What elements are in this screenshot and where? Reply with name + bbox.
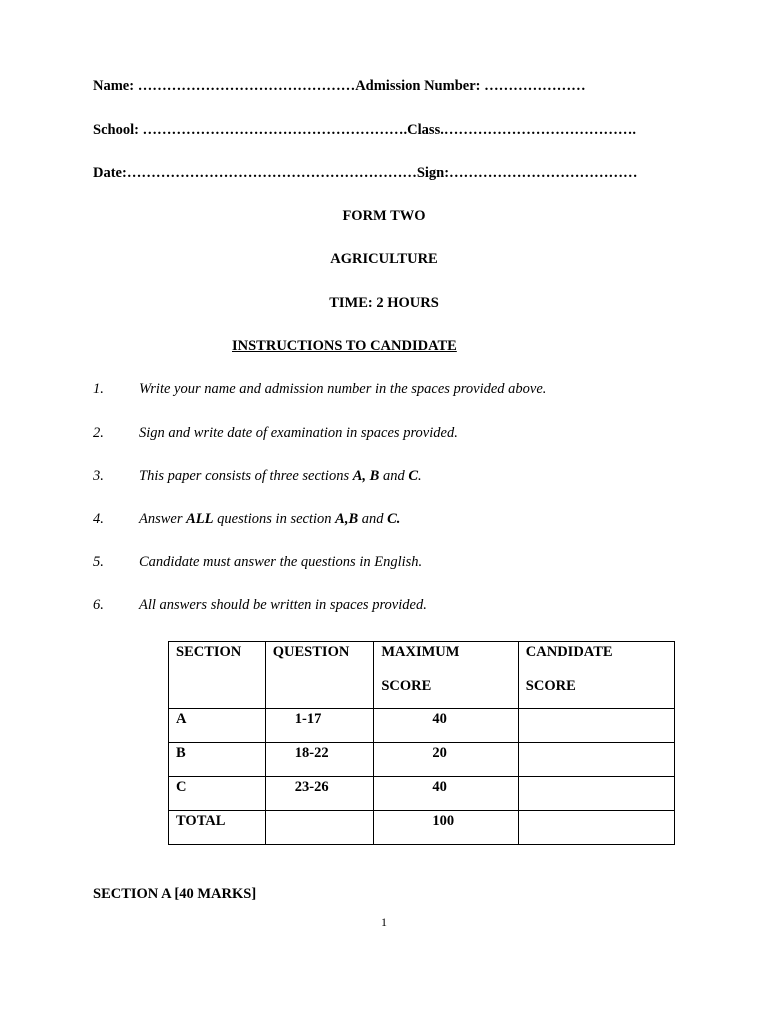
instruction-emphasis: ALL <box>186 511 214 527</box>
max-score-cell: 100 <box>374 811 518 845</box>
school-class-line: School: ……………………………………………….Class.…………………………………. <box>93 122 636 138</box>
candidate-score-cell <box>518 743 674 777</box>
max-score-cell: 20 <box>374 743 518 777</box>
score-table <box>168 641 675 845</box>
instruction-text: questions in section <box>213 511 336 527</box>
score-table-header-cell <box>265 642 374 709</box>
table-row <box>169 777 675 811</box>
instruction-item <box>93 511 400 528</box>
candidate-score-cell <box>518 777 674 811</box>
section-cell: B <box>169 743 266 777</box>
section-cell: A <box>169 709 266 743</box>
header-line-1: CANDIDATE <box>525 644 613 660</box>
question-cell: 18-22 <box>265 743 374 777</box>
score-table-header-row <box>169 642 675 709</box>
instruction-text: Answer <box>139 511 187 527</box>
header-line-1: MAXIMUM <box>381 644 460 660</box>
instruction-number: 1. <box>93 381 104 397</box>
header-line-1: QUESTION <box>272 644 350 660</box>
instruction-item <box>93 554 422 571</box>
instruction-emphasis: C. <box>387 511 401 527</box>
score-table-header-cell <box>169 642 266 709</box>
page-number: 1 <box>381 915 387 929</box>
instruction-text: All answers should be written in spaces provided. <box>139 597 427 613</box>
section-cell: TOTAL <box>169 811 266 845</box>
instruction-number: 5. <box>93 554 104 570</box>
table-row <box>169 743 675 777</box>
instruction-text: and <box>358 511 388 527</box>
instruction-text: Write your name and admission number in the spaces provided above. <box>139 381 547 397</box>
header-line-1: SECTION <box>176 644 242 660</box>
candidate-score-cell <box>518 811 674 845</box>
instruction-item <box>93 597 427 614</box>
question-cell: 23-26 <box>265 777 374 811</box>
candidate-score-cell <box>518 709 674 743</box>
time-title: TIME: 2 HOURS <box>329 295 439 311</box>
table-row <box>169 811 675 845</box>
instruction-number: 6. <box>93 597 104 613</box>
instruction-text: and <box>379 468 409 484</box>
section-cell: C <box>169 777 266 811</box>
instruction-emphasis: A,B <box>335 511 359 527</box>
instruction-text: Sign and write date of examination in spaces provided. <box>139 425 458 441</box>
instruction-emphasis: C <box>408 468 418 484</box>
subject-title: AGRICULTURE <box>330 251 438 267</box>
max-score-cell: 40 <box>374 709 518 743</box>
question-cell: 1-17 <box>265 709 374 743</box>
question-cell <box>265 811 374 845</box>
instruction-number: 3. <box>93 468 104 484</box>
table-row <box>169 709 675 743</box>
header-line-2: SCORE <box>525 678 576 694</box>
instruction-number: 2. <box>93 425 104 441</box>
instruction-text: This paper consists of three sections <box>139 468 353 484</box>
score-table-header-cell <box>518 642 674 709</box>
max-score-cell: 40 <box>374 777 518 811</box>
instruction-item <box>93 381 546 398</box>
header-line-2: SCORE <box>381 678 432 694</box>
instructions-heading: INSTRUCTIONS TO CANDIDATE <box>232 338 457 354</box>
instruction-emphasis: A, B <box>352 468 380 484</box>
score-table-header-cell <box>374 642 518 709</box>
instruction-number: 4. <box>93 511 104 527</box>
instruction-text: Candidate must answer the questions in English. <box>139 554 423 570</box>
instruction-item <box>93 425 458 442</box>
instruction-item <box>93 468 422 485</box>
date-sign-line: Date:……………………………………………………Sign:………………………………… <box>93 165 638 181</box>
form-title: FORM TWO <box>342 208 426 224</box>
instruction-text: . <box>418 468 422 484</box>
name-admission-line: Name: ………………………………………Admission Number: ………………… <box>93 78 586 94</box>
section-a-title: SECTION A [40 MARKS] <box>93 886 257 902</box>
